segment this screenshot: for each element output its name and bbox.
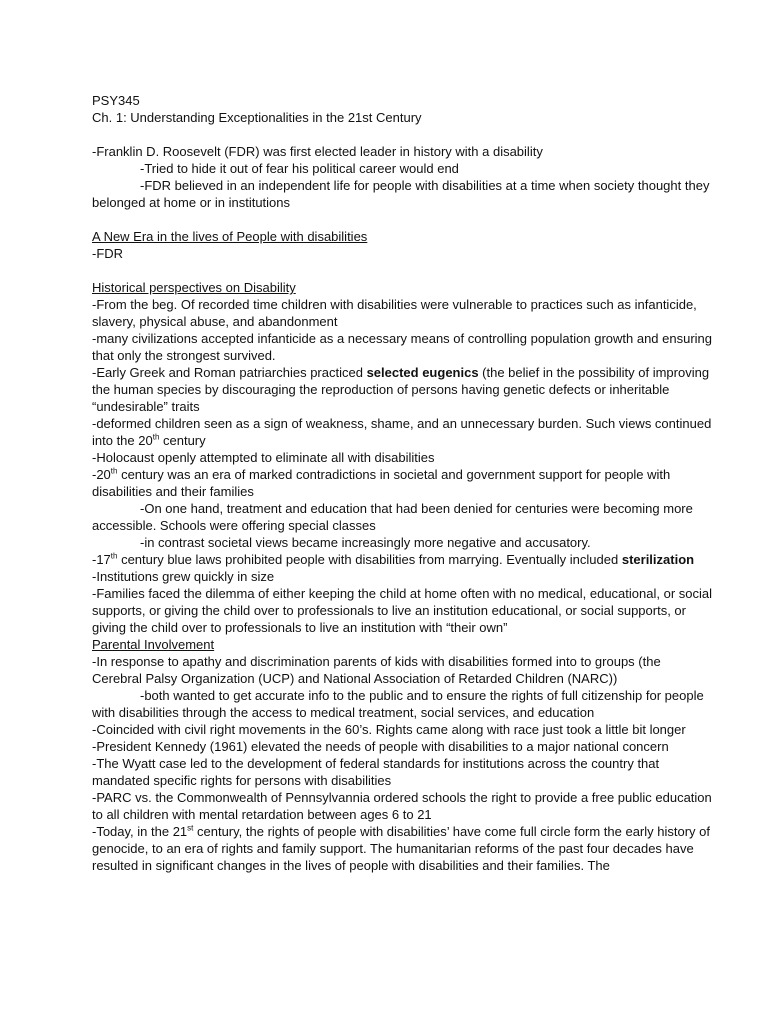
historical-p3 bbox=[92, 364, 712, 415]
historical-p9 bbox=[92, 551, 712, 568]
ordinal-suffix: th bbox=[152, 432, 160, 442]
historical-p9-a: -17 bbox=[92, 552, 111, 567]
ordinal-suffix: st bbox=[187, 823, 194, 833]
historical-p11: -Families faced the dilemma of either keeping the child at home often with no medical, educational, or social supports, or giving the child over to professionals to live an institution educational, or social supports, or giving the child over to professionals to live an institution with “their own” bbox=[92, 586, 712, 635]
course-code: PSY345 bbox=[92, 93, 140, 108]
eugenics-term: selected eugenics bbox=[366, 365, 479, 380]
historical-p6-b: century was an era of marked contradictions in societal and government support for people with disabilities and their families bbox=[92, 467, 671, 499]
intro-hide: -Tried to hide it out of fear his political career would end bbox=[140, 161, 459, 176]
intro-believed: -FDR believed in an independent life for people with disabilities at a time when society thought they belonged at home or in institutions bbox=[92, 178, 710, 210]
historical-p9-b: century blue laws prohibited people with disabilities from marrying. Eventually included bbox=[117, 552, 622, 567]
historical-p6 bbox=[92, 466, 712, 500]
document-page bbox=[92, 92, 712, 874]
parental-p3: -Coincided with civil right movements in the 60’s. Rights came along with race just took a little bit longer bbox=[92, 722, 686, 737]
parental-p7 bbox=[92, 823, 712, 874]
spacer bbox=[92, 262, 712, 279]
historical-p10: -Institutions grew quickly in size bbox=[92, 569, 275, 584]
historical-p5: -Holocaust openly attempted to eliminate all with disabilities bbox=[92, 450, 435, 465]
parental-p1: -In response to apathy and discrimination parents of kids with disabilities formed into to groups (the Cerebral Palsy Organization (UCP) and National Association of Retarded Children (NARC)) bbox=[92, 654, 661, 686]
new-era-heading: A New Era in the lives of People with disabilities bbox=[92, 229, 368, 244]
historical-p1: -From the beg. Of recorded time children with disabilities were vulnerable to practices such as infanticide, slavery, physical abuse, and abandonment bbox=[92, 297, 697, 329]
parental-p5: -The Wyatt case led to the development of federal standards for institutions across the country that mandated specific rights for persons with disabilities bbox=[92, 756, 660, 788]
parental-p7-b: century, the rights of people with disabilities’ have come full circle form the early history of genocide, to an era of rights and family support. The humanitarian reforms of the past four decades have resulted in significant changes in the lives of people with disabilities and their families. The bbox=[92, 824, 711, 873]
historical-p8: -in contrast societal views became increasingly more negative and accusatory. bbox=[140, 535, 591, 550]
historical-p4 bbox=[92, 415, 712, 449]
sterilization-term: sterilization bbox=[621, 552, 695, 567]
spacer bbox=[92, 211, 712, 228]
historical-p4-b: century bbox=[159, 433, 206, 448]
parental-heading: Parental Involvement bbox=[92, 637, 215, 652]
parental-p6: -PARC vs. the Commonwealth of Pennsylvannia ordered schools the right to provide a free public education to all children with mental retardation between ages 6 to 21 bbox=[92, 790, 712, 822]
parental-p2: -both wanted to get accurate info to the public and to ensure the rights of full citizenship for people with disabilities through the access to medical treatment, social services, and education bbox=[92, 688, 704, 720]
historical-p2: -many civilizations accepted infanticide as a necessary means of controlling population growth and ensuring that only the strongest survived. bbox=[92, 331, 713, 363]
historical-p7: -On one hand, treatment and education that had been denied for centuries were becoming more accessible. Schools were offering special classes bbox=[92, 501, 693, 533]
historical-heading: Historical perspectives on Disability bbox=[92, 280, 296, 295]
historical-p3-b: (the belief in the possibility of improving the human species by discouraging the reproduction of persons having genetic defects or inheritable “undesirable” traits bbox=[92, 365, 710, 414]
historical-p6-a: -20 bbox=[92, 467, 111, 482]
historical-p3-a: -Early Greek and Roman patriarchies practiced bbox=[92, 365, 367, 380]
parental-p7-a: -Today, in the 21 bbox=[92, 824, 188, 839]
ordinal-suffix: th bbox=[110, 466, 118, 476]
ordinal-suffix: th bbox=[110, 551, 118, 561]
spacer bbox=[92, 126, 712, 143]
new-era-item: -FDR bbox=[92, 246, 124, 261]
parental-p4: -President Kennedy (1961) elevated the needs of people with disabilities to a major national concern bbox=[92, 739, 669, 754]
intro-fdr: -Franklin D. Roosevelt (FDR) was first elected leader in history with a disability bbox=[92, 144, 543, 159]
historical-p4-a: -deformed children seen as a sign of weakness, shame, and an unnecessary burden. Such views continued into the 20 bbox=[92, 416, 712, 448]
chapter-title: Ch. 1: Understanding Exceptionalities in the 21st Century bbox=[92, 110, 422, 125]
